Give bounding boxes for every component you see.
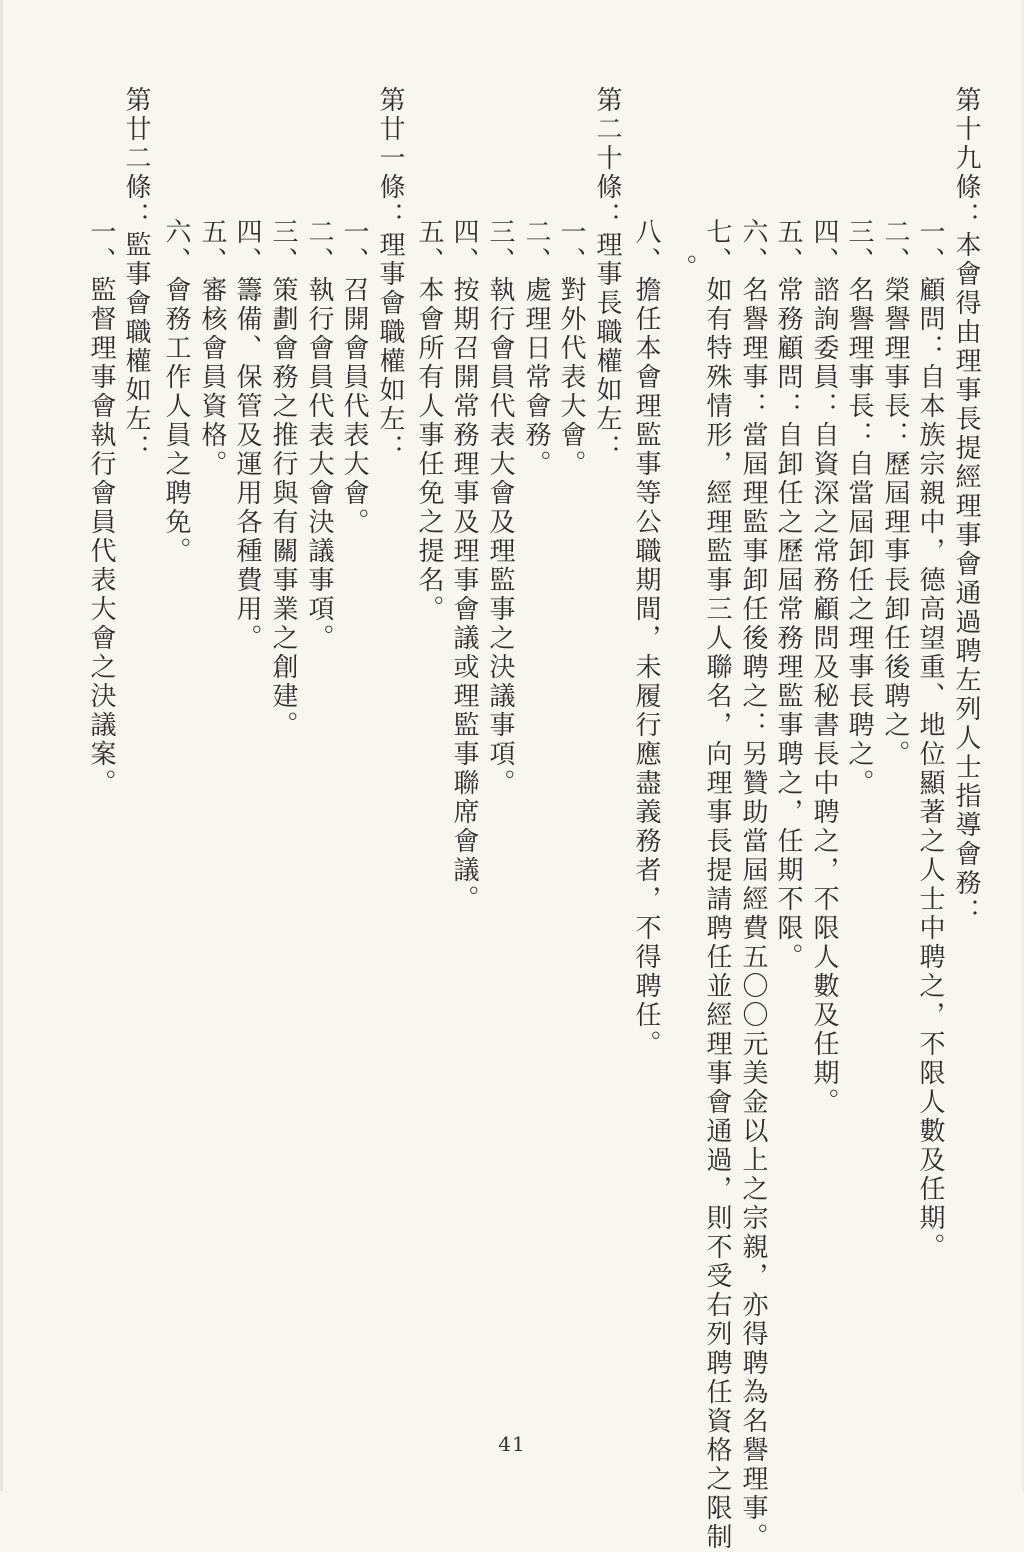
article-19-item-6: 六、名譽理事：當屆理監事卸任後聘之：另贊助當屆經費五〇〇元美金以上之宗親，亦得聘為名譽理事。 [738, 218, 768, 1552]
article-21-item-5: 五、審核會員資格。 [197, 218, 227, 479]
article-21-item-1: 一、召開會員代表大會。 [339, 218, 369, 537]
article-20-heading: 第二十條：理事長職權如左： [592, 86, 622, 463]
article-21-item-4: 四、籌備、保管及運用各種費用。 [232, 218, 262, 653]
article-19-heading: 第十九條：本會得由理事長提經理事會通過聘左列人士指導會務： [951, 86, 981, 927]
article-19-item-5: 五、常務顧問：自卸任之歷屆常務理監事聘之，任期不限。 [773, 218, 803, 972]
article-19-item-1: 一、顧問：自本族宗親中，德高望重、地位顯著之人士中聘之，不限人數及任期。 [915, 218, 945, 1262]
article-21-heading: 第廿一條：理事會職權如左： [375, 86, 405, 463]
article-19-item-3: 三、名譽理事長：自當屆卸任之理事長聘之。 [844, 218, 874, 798]
article-19-item-8: 八、擔任本會理監事等公職期間，未履行應盡義務者，不得聘任。 [631, 218, 661, 1059]
article-19-item-4: 四、諮詢委員：自資深之常務顧問及秘書長中聘之，不限人數及任期。 [809, 218, 839, 1117]
article-20-item-1: 一、對外代表大會。 [556, 218, 586, 479]
article-20-item-2: 二、處理日常會務。 [521, 218, 551, 479]
article-20-item-4: 四、按期召開常務理事及理事會議或理監事聯席會議。 [449, 218, 479, 914]
article-19-item-7: 七、如有特殊情形，經理監事三人聯名，向理事長提請聘任並經理事會通過，則不受右列聘任資格之限制 [702, 218, 732, 1552]
article-19-item-7-continuation: 。 [667, 254, 697, 283]
article-21-item-3: 三、策劃會務之推行與有關事業之創建。 [268, 218, 298, 740]
article-21-item-6: 六、會務工作人員之聘免。 [161, 218, 191, 566]
article-19-item-2: 二、榮譽理事長：歷屆理事長卸任後聘之。 [880, 218, 910, 769]
article-20-item-3: 三、執行會員代表大會及理監事之決議事項。 [485, 218, 515, 798]
article-20-item-5: 五、本會所有人事任免之提名。 [414, 218, 444, 624]
article-22-item-1: 一、監督理事會執行會員代表大會之決議案。 [86, 218, 116, 798]
page-number: 41 [498, 1432, 526, 1456]
article-22-heading: 第廿二條：監事會職權如左： [121, 86, 151, 463]
article-21-item-2: 二、執行會員代表大會決議事項。 [304, 218, 334, 653]
